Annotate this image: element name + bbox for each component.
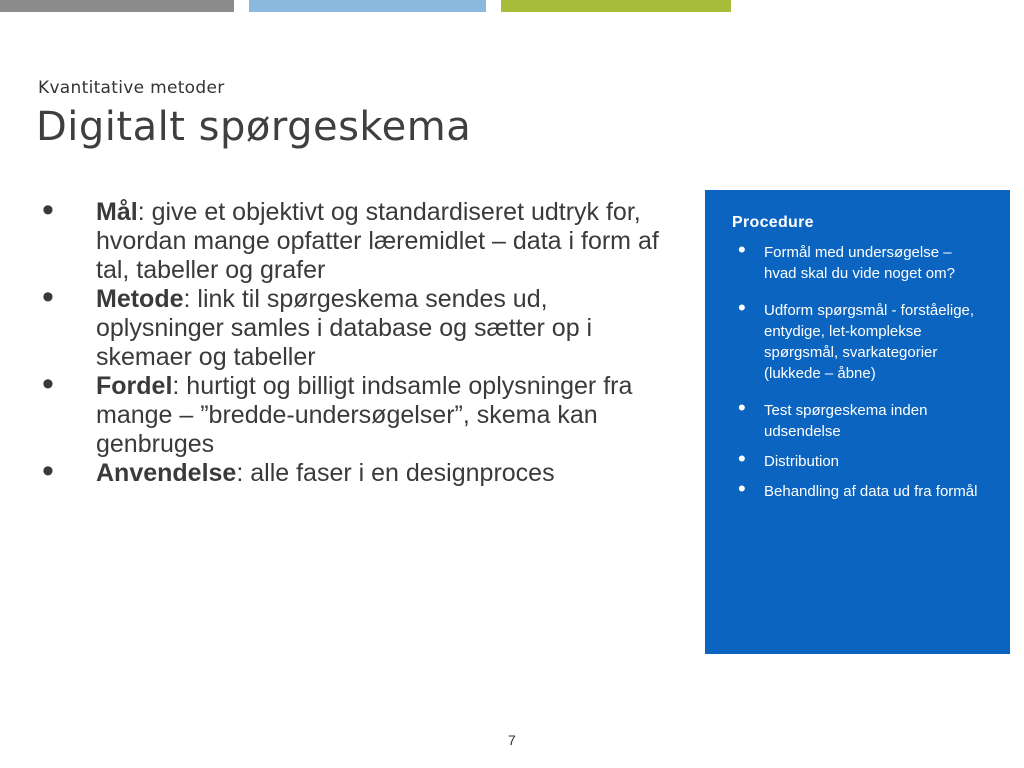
- slide-subtitle: Kvantitative metoder: [38, 78, 225, 98]
- procedure-item-text: Distribution: [764, 453, 840, 470]
- main-bullet-item: [40, 191, 660, 285]
- bullet-icon: •: [738, 237, 746, 262]
- top-bar-green: [501, 0, 731, 12]
- procedure-list: [738, 237, 988, 502]
- bullet-icon: •: [42, 365, 54, 403]
- procedure-item: [738, 237, 988, 284]
- bullet-icon: •: [738, 295, 746, 320]
- bullet-text: : link til spørgeskema sendes ud, oplysninger samles i database og sætter op i skemaer og tabeller: [96, 285, 593, 371]
- bullet-text: : give et objektivt og standardiseret udtryk for, hvordan mange opfatter læremidlet – data i form af tal, tabeller og grafer: [96, 198, 659, 284]
- bullet-term: Mål: [96, 198, 138, 226]
- procedure-item-text: Test spørgeskema inden udsendelse: [764, 402, 928, 440]
- bullet-icon: •: [42, 452, 54, 490]
- procedure-item-text: Udform spørgsmål - forståelige, entydige, let-komplekse spørgsmål, svarkategorier (lukkede – åbne): [764, 302, 975, 382]
- procedure-item-text: Formål med undersøgelse – hvad skal du vide noget om?: [764, 244, 955, 282]
- main-bullet-item: [40, 278, 660, 372]
- main-bullet-item: [40, 365, 660, 459]
- procedure-item: [738, 295, 988, 384]
- bullet-term: Fordel: [96, 372, 173, 400]
- bullet-icon: •: [738, 446, 746, 471]
- bullet-icon: •: [738, 395, 746, 420]
- top-bar-gray: [0, 0, 234, 12]
- main-bullet-item: [40, 452, 660, 490]
- procedure-item: [738, 476, 988, 502]
- bullet-text: : alle faser i en designproces: [236, 459, 555, 487]
- main-bullet-list: [40, 191, 660, 490]
- bullet-icon: •: [738, 476, 746, 501]
- bullet-icon: •: [42, 191, 54, 229]
- bullet-term: Metode: [96, 285, 184, 313]
- procedure-item-text: Behandling af data ud fra formål: [764, 483, 978, 500]
- procedure-box: [705, 190, 1010, 654]
- bullet-icon: •: [42, 278, 54, 316]
- bullet-text: : hurtigt og billigt indsamle oplysninger fra mange – ”bredde-undersøgelser”, skema kan genbruges: [96, 372, 633, 458]
- bullet-term: Anvendelse: [96, 459, 237, 487]
- procedure-item: [738, 395, 988, 442]
- procedure-item: [738, 446, 988, 472]
- procedure-title: Procedure: [732, 214, 814, 231]
- slide-title: Digitalt spørgeskema: [36, 104, 472, 150]
- top-bar-blue: [249, 0, 486, 12]
- page-number: 7: [508, 732, 516, 748]
